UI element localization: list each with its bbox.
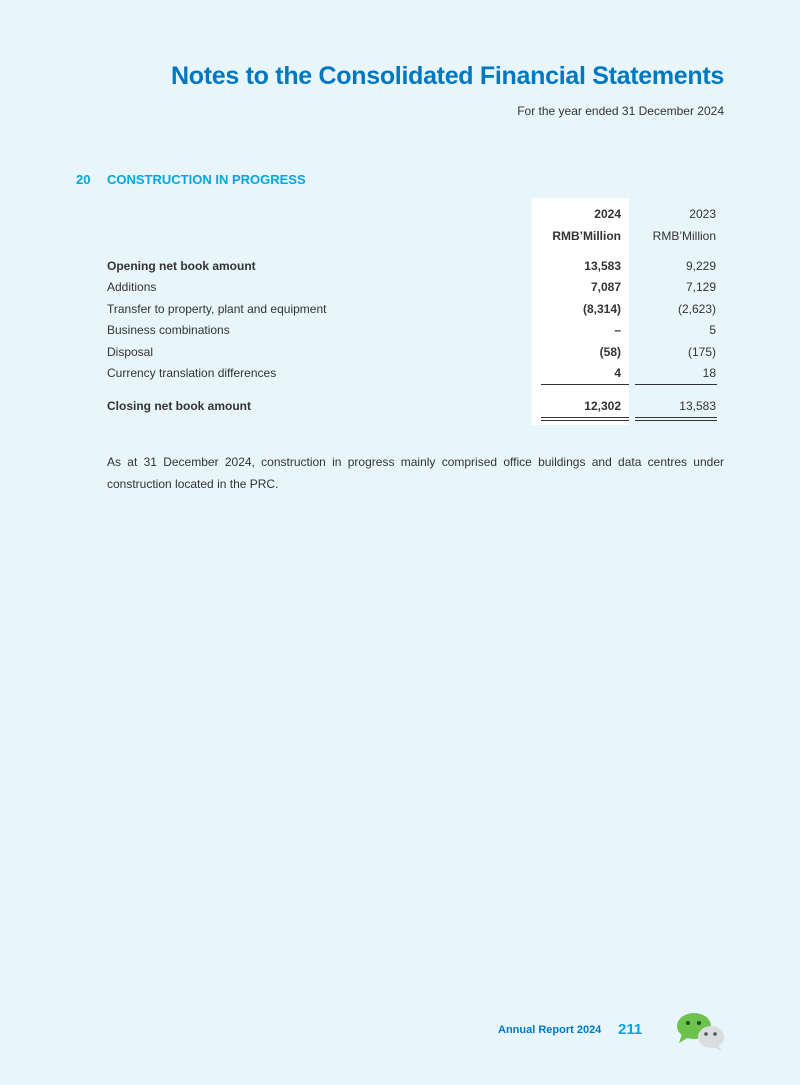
table-header-year: [0, 205, 800, 223]
value-2023: 18: [702, 366, 716, 380]
value-2023: 9,229: [685, 259, 716, 273]
page-number: 211: [618, 1021, 643, 1038]
value-2024: (8,314): [582, 302, 621, 316]
table-row: [0, 321, 800, 339]
subtotal-rule-2024: [541, 384, 629, 385]
column-unit-2024: RMB’Million: [552, 229, 621, 243]
value-2024: 13,583: [584, 259, 621, 273]
subtotal-rule-2023: [635, 384, 717, 385]
section-heading: [76, 172, 306, 187]
row-label: Closing net book amount: [107, 399, 251, 413]
section-title: CONSTRUCTION IN PROGRESS: [107, 172, 306, 187]
page-subtitle: For the year ended 31 December 2024: [517, 104, 724, 118]
column-header-2023: 2023: [689, 207, 716, 221]
value-2024: –: [614, 323, 621, 337]
table-row: [0, 257, 800, 275]
note-paragraph: As at 31 December 2024, construction in progress mainly comprised office buildings and data centres under construction located in the PRC.: [107, 455, 724, 491]
value-2023: 7,129: [685, 280, 716, 294]
page-title: Notes to the Consolidated Financial Statements: [171, 62, 724, 90]
row-label: Business combinations: [107, 323, 230, 337]
row-label: Currency translation differences: [107, 366, 277, 380]
value-2024: (58): [599, 345, 621, 359]
footer-report-title: Annual Report 2024: [498, 1024, 602, 1036]
value-2024: 12,302: [584, 399, 621, 413]
wechat-icon: [676, 1012, 726, 1052]
table-row: [0, 364, 800, 382]
table-row-closing: [0, 397, 800, 415]
total-rule-2024: [541, 417, 629, 418]
value-2023: (2,623): [677, 302, 716, 316]
row-label: Transfer to property, plant and equipment: [107, 302, 327, 316]
value-2023: (175): [687, 345, 716, 359]
row-label: Disposal: [107, 345, 154, 359]
table-row: [0, 278, 800, 296]
value-2024: 4: [614, 366, 621, 380]
total-rule-2023-double: [635, 420, 717, 421]
section-number: 20: [76, 172, 91, 187]
row-label: Additions: [107, 280, 157, 294]
total-rule-2023: [635, 417, 717, 418]
table-row: [0, 343, 800, 361]
table-row: [0, 300, 800, 318]
table-header-unit: [0, 227, 800, 245]
column-header-2024: 2024: [594, 207, 621, 221]
column-unit-2023: RMB’Million: [652, 229, 716, 243]
value-2023: 5: [709, 323, 716, 337]
value-2024: 7,087: [590, 280, 621, 294]
value-2023: 13,583: [679, 399, 716, 413]
row-label: Opening net book amount: [107, 259, 256, 273]
total-rule-2024-double: [541, 420, 629, 421]
